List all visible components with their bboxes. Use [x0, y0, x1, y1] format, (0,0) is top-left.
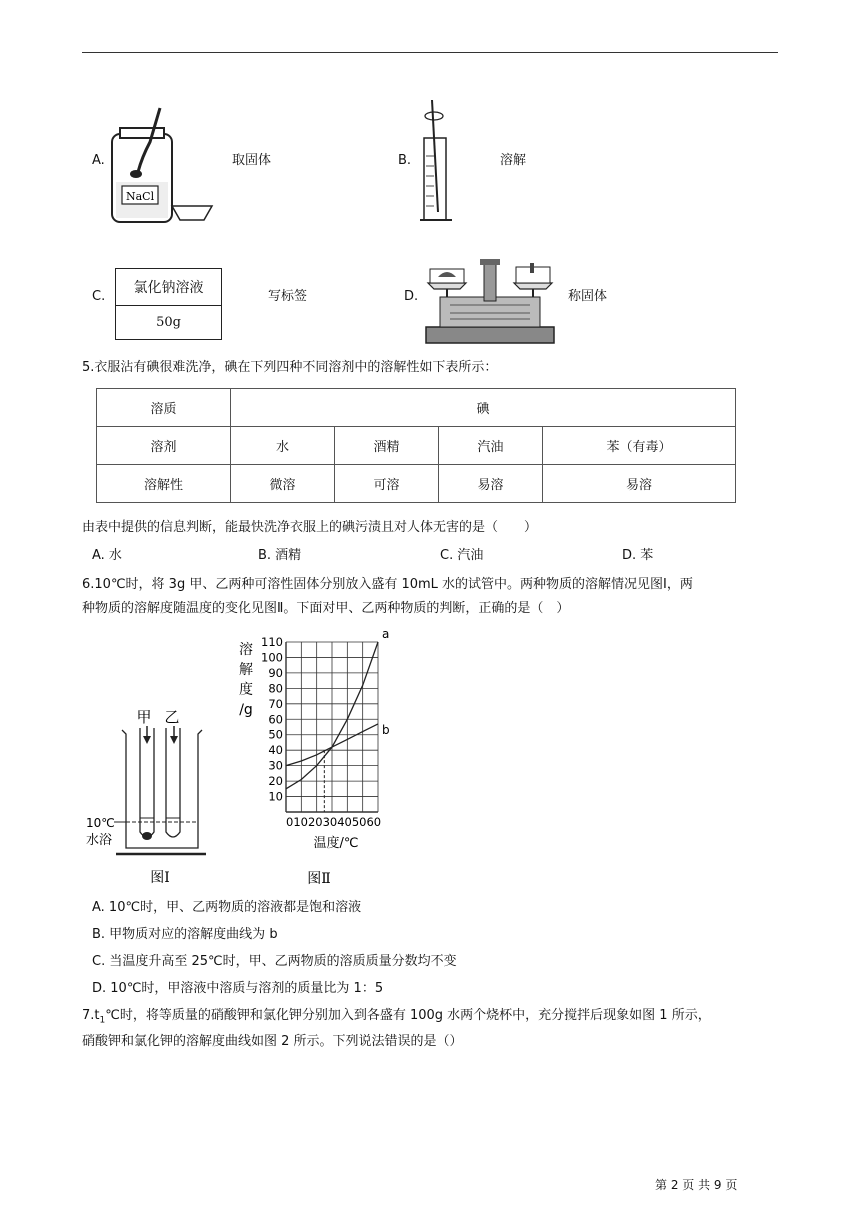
- y-tick-label: 90: [268, 665, 283, 680]
- q5-option: D. 苯: [622, 548, 654, 563]
- option-a-letter: A.: [92, 153, 105, 168]
- table-row: [97, 389, 736, 427]
- q6-stem-line2: 种物质的溶解度随温度的变化见图Ⅱ。下面对甲、乙两种物质的判断，正确的是（ ）: [82, 601, 570, 616]
- q7-prefix: 7.t: [82, 1008, 100, 1023]
- tube-a-label: 甲: [136, 708, 152, 726]
- jar-spoon-illustration: [108, 102, 228, 227]
- y-axis-label-char: 度: [239, 682, 253, 698]
- option-c-caption: 写标签: [268, 289, 308, 304]
- y-tick-label: 100: [261, 650, 283, 665]
- table-cell: 易溶: [439, 465, 543, 503]
- page-footer: 第 2 页 共 9 页: [655, 1178, 738, 1192]
- q5-question: 由表中提供的信息判断，能最快洗净衣服上的碘污渍且对人体无害的是（ ）: [82, 520, 538, 535]
- y-tick-label: 20: [268, 774, 283, 789]
- x-axis-label: 温度/℃: [313, 836, 359, 851]
- figure-1-caption: 图Ⅰ: [150, 870, 170, 886]
- y-tick-label: 80: [268, 681, 283, 696]
- q7-subscript: 1: [99, 1015, 106, 1026]
- table-cell: 酒精: [335, 427, 439, 465]
- y-tick-label: 40: [268, 743, 283, 758]
- reagent-label-illustration: [115, 268, 222, 340]
- nacl-label: NaCl: [126, 190, 155, 203]
- bath-temp-label: 10℃: [86, 816, 115, 830]
- y-axis-label-char: 溶: [239, 642, 253, 658]
- q7-text: ℃时，将等质量的硝酸钾和氯化钾分别加入到各盛有 100g 水两个烧杯中，充分搅拌后现象如图 1 所示，: [105, 1008, 711, 1023]
- header-rule: [82, 52, 778, 53]
- q7-line1: [82, 1008, 711, 1029]
- table-cell: 溶质: [97, 389, 231, 427]
- table-row: [97, 465, 736, 503]
- tube-b-label: 乙: [164, 708, 180, 726]
- solubility-table: [96, 388, 736, 503]
- y-tick-label: 30: [268, 758, 283, 773]
- y-axis-label: [239, 641, 253, 718]
- figure-2-caption: 图Ⅱ: [307, 871, 331, 887]
- bath-label: 水浴: [86, 833, 113, 848]
- table-cell: 易溶: [543, 465, 736, 503]
- table-row: [97, 427, 736, 465]
- y-tick-label: 110: [261, 635, 283, 649]
- q6-option: B. 甲物质对应的溶解度曲线为 b: [92, 927, 278, 942]
- table-cell: 溶剂: [97, 427, 231, 465]
- y-tick-label: 50: [268, 727, 283, 742]
- figure-2-solubility-chart: [228, 626, 408, 892]
- option-b-letter: B.: [398, 153, 412, 168]
- table-cell: 汽油: [439, 427, 543, 465]
- option-c-letter: C.: [92, 289, 106, 304]
- option-b-caption: 溶解: [500, 153, 527, 168]
- series-label: a: [382, 627, 390, 641]
- q5-stem: 5.衣服沾有碘很难洗净，碘在下列四种不同溶剂中的溶解性如下表所示：: [82, 360, 498, 375]
- y-tick-label: 10: [268, 789, 283, 804]
- q6-option: A. 10℃时，甲、乙两物质的溶液都是饱和溶液: [92, 900, 362, 915]
- label-name: 氯化钠溶液: [116, 269, 221, 306]
- y-axis-label-char: /g: [239, 702, 253, 718]
- q5-option: B. 酒精: [258, 548, 302, 563]
- option-a-caption: 取固体: [232, 153, 272, 168]
- y-tick-label: 70: [268, 696, 283, 711]
- option-d-caption: 称固体: [568, 289, 608, 304]
- table-cell: 溶解性: [97, 465, 231, 503]
- q5-option: C. 汽油: [440, 548, 484, 563]
- y-tick-labels: [261, 635, 283, 804]
- cylinder-stirring-illustration: [410, 96, 460, 226]
- q5-option: A. 水: [92, 548, 122, 563]
- table-cell: 水: [231, 427, 335, 465]
- table-cell: 碘: [231, 389, 736, 427]
- label-mass: 50g: [156, 315, 181, 330]
- q7-line2: 硝酸钾和氯化钾的溶解度曲线如图 2 所示。下列说法错误的是（）: [82, 1034, 463, 1049]
- x-tick-labels: 0102030405060: [286, 815, 382, 829]
- y-axis-label-char: 解: [239, 662, 253, 678]
- chart-grid: [286, 642, 378, 812]
- q6-stem-line1: 6.10℃时，将 3g 甲、乙两种可溶性固体分别放入盛有 10mL 水的试管中。两种物质的溶解情况见图Ⅰ，两: [82, 577, 693, 592]
- table-cell: 微溶: [231, 465, 335, 503]
- q6-option: D. 10℃时，甲溶液中溶质与溶剂的质量比为 1：5: [92, 981, 384, 996]
- table-cell: 可溶: [335, 465, 439, 503]
- figure-1-test-tubes: [80, 700, 220, 890]
- y-tick-label: 60: [268, 712, 283, 727]
- option-d-letter: D.: [404, 289, 419, 304]
- table-cell: 苯（有毒）: [543, 427, 736, 465]
- balance-illustration: [420, 255, 560, 347]
- series-label: b: [382, 722, 390, 737]
- q6-option: C. 当温度升高至 25℃时，甲、乙两物质的溶质质量分数均不变: [92, 954, 457, 969]
